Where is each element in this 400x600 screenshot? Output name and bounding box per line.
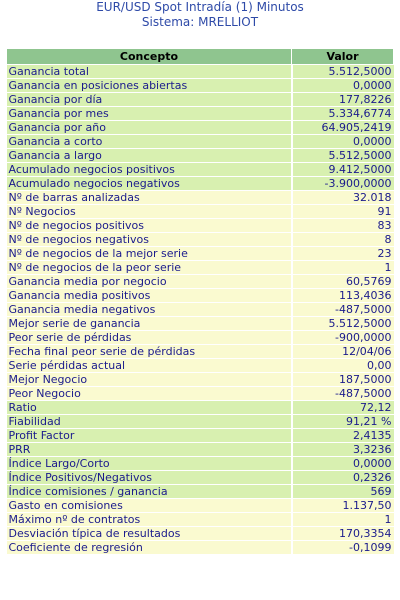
value-cell: 170,3354 xyxy=(292,527,394,541)
table-row xyxy=(7,513,394,527)
concept-cell: Peor serie de pérdidas xyxy=(7,331,292,345)
concept-cell: Nº de negocios de la peor serie xyxy=(7,261,292,275)
concept-cell: Índice comisiones / ganancia xyxy=(7,485,292,499)
value-cell: 9.412,5000 xyxy=(292,163,394,177)
value-cell: -0,1099 xyxy=(292,541,394,555)
concept-cell: Acumulado negocios positivos xyxy=(7,163,292,177)
concept-cell: Ganancia media positivos xyxy=(7,289,292,303)
value-cell: 0,0000 xyxy=(292,79,394,93)
value-cell: 0,0000 xyxy=(292,457,394,471)
concept-cell: Nº Negocios xyxy=(7,205,292,219)
concept-cell: Fecha final peor serie de pérdidas xyxy=(7,345,292,359)
table-row xyxy=(7,401,394,415)
value-cell: 1.137,50 xyxy=(292,499,394,513)
value-cell: -487,5000 xyxy=(292,303,394,317)
table-row xyxy=(7,275,394,289)
table-row xyxy=(7,429,394,443)
table-row xyxy=(7,149,394,163)
table-row xyxy=(7,373,394,387)
concept-cell: Gasto en comisiones xyxy=(7,499,292,513)
concept-cell: Ganancia en posiciones abiertas xyxy=(7,79,292,93)
table-row xyxy=(7,233,394,247)
value-cell: 5.512,5000 xyxy=(292,65,394,79)
table-row xyxy=(7,121,394,135)
table-row xyxy=(7,331,394,345)
concept-cell: Ganancia por año xyxy=(7,121,292,135)
value-cell: 32.018 xyxy=(292,191,394,205)
table-row xyxy=(7,359,394,373)
value-cell: 12/04/06 xyxy=(292,345,394,359)
value-cell: 177,8226 xyxy=(292,93,394,107)
table-row xyxy=(7,247,394,261)
table-row xyxy=(7,471,394,485)
table-row xyxy=(7,415,394,429)
table-row xyxy=(7,387,394,401)
value-cell: 5.512,5000 xyxy=(292,149,394,163)
concept-cell: Índice Positivos/Negativos xyxy=(7,471,292,485)
value-cell: 0,0000 xyxy=(292,135,394,149)
value-cell: 83 xyxy=(292,219,394,233)
column-header-value: Valor xyxy=(292,49,394,65)
value-cell: 60,5769 xyxy=(292,275,394,289)
concept-cell: Nº de negocios de la mejor serie xyxy=(7,247,292,261)
table-row xyxy=(7,205,394,219)
table-row xyxy=(7,191,394,205)
table-row xyxy=(7,345,394,359)
concept-cell: Ganancia media negativos xyxy=(7,303,292,317)
table-row xyxy=(7,541,394,555)
concept-cell: Peor Negocio xyxy=(7,387,292,401)
concept-cell: Ganancia total xyxy=(7,65,292,79)
column-header-concept: Concepto xyxy=(7,49,292,65)
table-row xyxy=(7,485,394,499)
table-row xyxy=(7,527,394,541)
value-cell: -487,5000 xyxy=(292,387,394,401)
value-cell: 0,00 xyxy=(292,359,394,373)
concept-cell: Ganancia por mes xyxy=(7,107,292,121)
table-row xyxy=(7,499,394,513)
concept-cell: Serie pérdidas actual xyxy=(7,359,292,373)
table-row xyxy=(7,79,394,93)
concept-cell: Mejor serie de ganancia xyxy=(7,317,292,331)
concept-cell: Ganancia a largo xyxy=(7,149,292,163)
table-row xyxy=(7,303,394,317)
value-cell: 0,2326 xyxy=(292,471,394,485)
value-cell: -900,0000 xyxy=(292,331,394,345)
value-cell: 64.905,2419 xyxy=(292,121,394,135)
table-row xyxy=(7,317,394,331)
table-row xyxy=(7,177,394,191)
table-row xyxy=(7,93,394,107)
concept-cell: Índice Largo/Corto xyxy=(7,457,292,471)
table-header-row xyxy=(7,49,394,65)
value-cell: 1 xyxy=(292,513,394,527)
concept-cell: Ganancia media por negocio xyxy=(7,275,292,289)
table-row xyxy=(7,457,394,471)
concept-cell: Máximo nº de contratos xyxy=(7,513,292,527)
concept-cell: Nº de negocios positivos xyxy=(7,219,292,233)
concept-cell: Desviación típica de resultados xyxy=(7,527,292,541)
value-cell: 113,4036 xyxy=(292,289,394,303)
concept-cell: Nº de barras analizadas xyxy=(7,191,292,205)
value-cell: 569 xyxy=(292,485,394,499)
value-cell: 91 xyxy=(292,205,394,219)
value-cell: 2,4135 xyxy=(292,429,394,443)
concept-cell: Acumulado negocios negativos xyxy=(7,177,292,191)
table-row xyxy=(7,261,394,275)
concept-cell: Nº de negocios negativos xyxy=(7,233,292,247)
concept-cell: Fiabilidad xyxy=(7,415,292,429)
concept-cell: Coeficiente de regresión xyxy=(7,541,292,555)
table-row xyxy=(7,135,394,149)
value-cell: 5.334,6774 xyxy=(292,107,394,121)
concept-cell: Profit Factor xyxy=(7,429,292,443)
value-cell: 72,12 xyxy=(292,401,394,415)
report-title: EUR/USD Spot Intradía (1) Minutos xyxy=(96,0,304,14)
value-cell: 91,21 % xyxy=(292,415,394,429)
value-cell: 23 xyxy=(292,247,394,261)
table-row xyxy=(7,289,394,303)
table-row xyxy=(7,443,394,457)
table-row xyxy=(7,219,394,233)
table-row xyxy=(7,163,394,177)
value-cell: -3.900,0000 xyxy=(292,177,394,191)
report-header xyxy=(0,0,400,30)
value-cell: 5.512,5000 xyxy=(292,317,394,331)
report-subtitle: Sistema: MRELLIOT xyxy=(141,15,259,29)
concept-cell: Ganancia por día xyxy=(7,93,292,107)
value-cell: 187,5000 xyxy=(292,373,394,387)
concept-cell: Mejor Negocio xyxy=(7,373,292,387)
table-row xyxy=(7,107,394,121)
concept-cell: Ratio xyxy=(7,401,292,415)
table-row xyxy=(7,65,394,79)
concept-cell: Ganancia a corto xyxy=(7,135,292,149)
table-body xyxy=(7,65,394,555)
value-cell: 1 xyxy=(292,261,394,275)
statistics-table xyxy=(6,48,394,555)
concept-cell: PRR xyxy=(7,443,292,457)
value-cell: 3,3236 xyxy=(292,443,394,457)
value-cell: 8 xyxy=(292,233,394,247)
